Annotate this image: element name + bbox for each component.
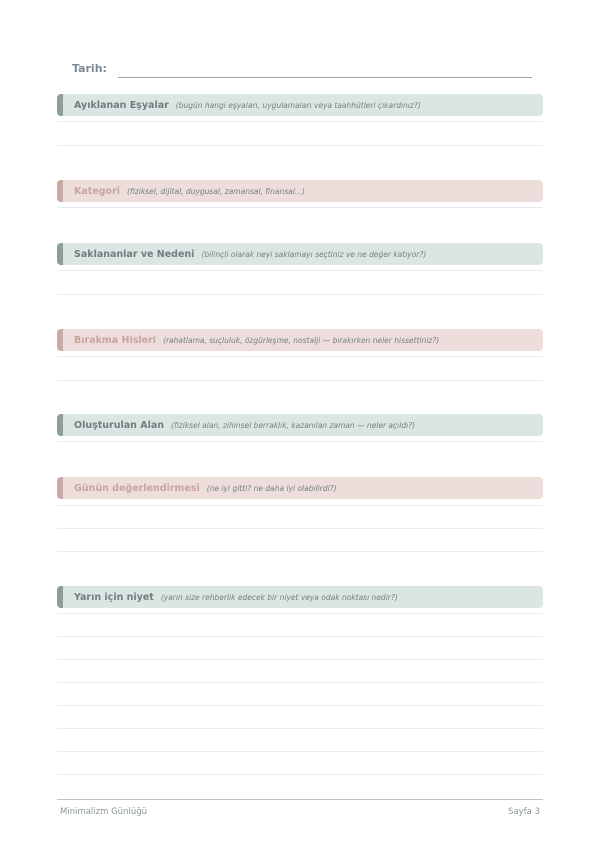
footer-page-number: Sayfa 3 <box>508 807 540 817</box>
section-hint: (ne iyi gitti? ne daha iyi olabilirdi?) <box>206 483 337 493</box>
section-accent-bar <box>57 586 63 608</box>
section-title: Bırakma Hisleri <box>74 334 157 346</box>
section-hint: (fiziksel, dijital, duygusal, zamansal, finansal...) <box>127 186 305 196</box>
writing-line[interactable] <box>57 528 543 529</box>
section-title: Ayıklanan Eşyalar <box>74 99 169 111</box>
section-accent-bar <box>57 477 63 499</box>
section-title: Saklananlar ve Nedeni <box>74 248 195 260</box>
writing-line[interactable] <box>57 145 543 146</box>
section-day-review <box>57 477 543 499</box>
section-accent-bar <box>57 243 63 265</box>
section-header <box>57 329 543 351</box>
section-created-space <box>57 414 543 436</box>
writing-line[interactable] <box>57 356 543 357</box>
writing-line[interactable] <box>57 613 543 614</box>
section-hint: (rahatlama, suçluluk, özgürleşme, nostalji — bırakırken neler hissettiniz?) <box>163 335 440 345</box>
section-hint: (bilinçli olarak neyi saklamayı seçtiniz ve ne değer katıyor?) <box>201 249 427 259</box>
footer-journal-title: Minimalizm Günlüğü <box>60 807 147 817</box>
date-input-line[interactable] <box>118 77 532 78</box>
section-title: Yarın için niyet <box>74 591 154 603</box>
date-label: Tarih: <box>72 62 107 75</box>
writing-line[interactable] <box>57 380 543 381</box>
writing-line[interactable] <box>57 774 543 775</box>
section-title: Oluşturulan Alan <box>74 419 165 431</box>
writing-line[interactable] <box>57 505 543 506</box>
section-header <box>57 414 543 436</box>
section-hint: (fiziksel alan, zihinsel berraklık, kazanılan zaman — neler açıldı?) <box>171 420 416 430</box>
section-category <box>57 180 543 202</box>
writing-line[interactable] <box>57 121 543 122</box>
section-header <box>57 477 543 499</box>
writing-line[interactable] <box>57 751 543 752</box>
section-header <box>57 180 543 202</box>
writing-line[interactable] <box>57 441 543 442</box>
section-title: Kategori <box>74 185 121 197</box>
section-accent-bar <box>57 414 63 436</box>
section-header <box>57 243 543 265</box>
writing-line[interactable] <box>57 728 543 729</box>
section-header <box>57 586 543 608</box>
writing-line[interactable] <box>57 551 543 552</box>
section-hint: (bugün hangi eşyaları, uygulamaları veya taahhütleri çıkardınız?) <box>175 100 421 110</box>
section-accent-bar <box>57 94 63 116</box>
section-hint: (yarın size rehberlik edecek bir niyet veya odak noktası nedir?) <box>160 592 398 602</box>
writing-line[interactable] <box>57 682 543 683</box>
writing-line[interactable] <box>57 207 543 208</box>
footer-divider <box>57 799 543 800</box>
date-row <box>72 60 532 80</box>
section-header <box>57 94 543 116</box>
section-removed-items <box>57 94 543 116</box>
writing-line[interactable] <box>57 705 543 706</box>
writing-line[interactable] <box>57 636 543 637</box>
writing-line[interactable] <box>57 659 543 660</box>
writing-line[interactable] <box>57 294 543 295</box>
section-tomorrow-intention <box>57 586 543 608</box>
section-accent-bar <box>57 329 63 351</box>
section-kept-items <box>57 243 543 265</box>
section-accent-bar <box>57 180 63 202</box>
section-title: Günün değerlendirmesi <box>74 482 200 494</box>
section-letting-go-feelings <box>57 329 543 351</box>
writing-line[interactable] <box>57 270 543 271</box>
